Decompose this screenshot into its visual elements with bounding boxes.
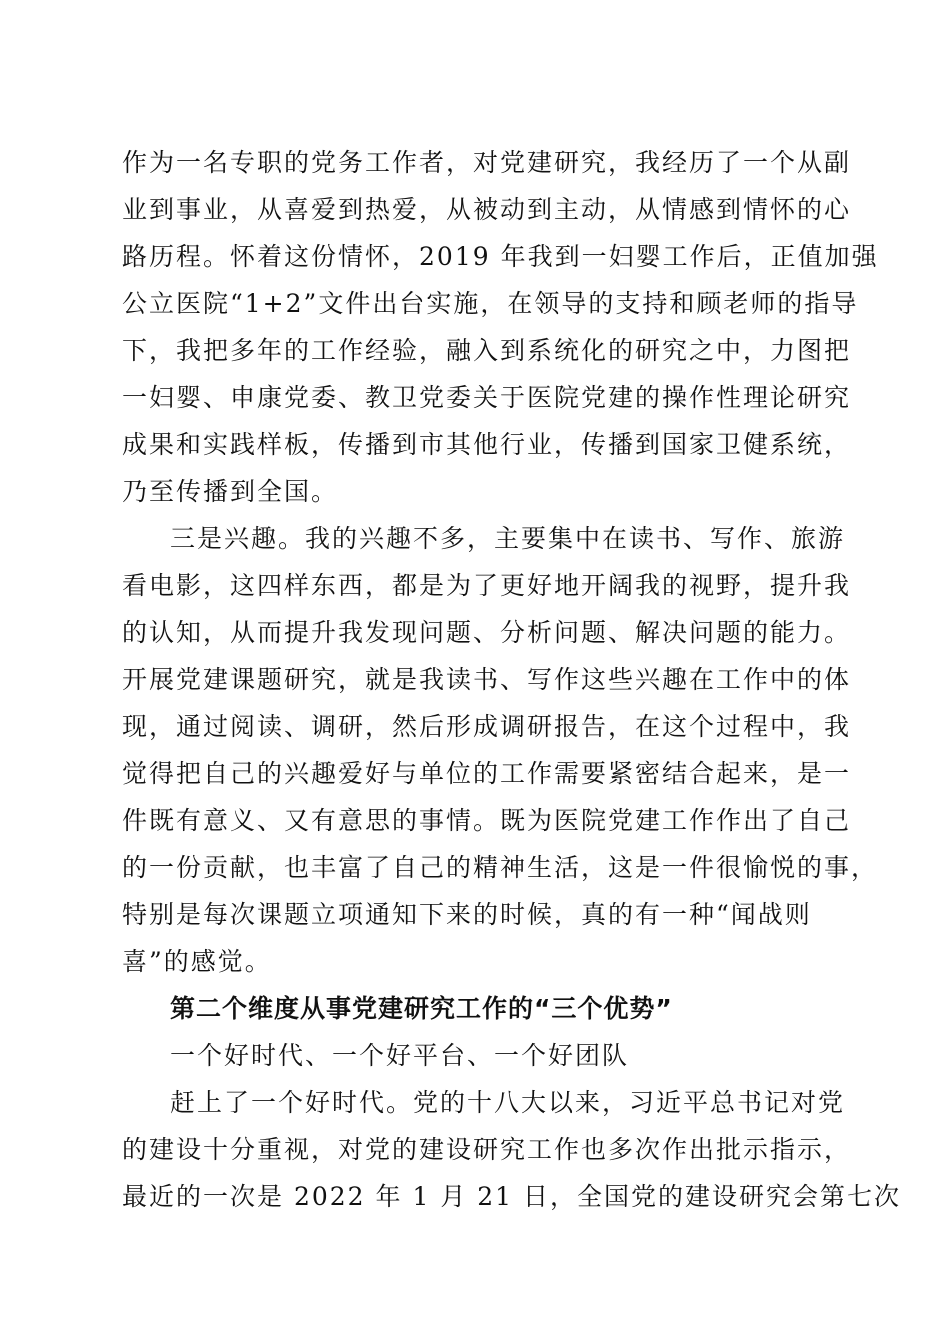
paragraph-line: 路历程。怀着这份情怀，2019 年我到一妇婴工作后，正值加强 [122,242,879,271]
paragraph-line: 成果和实践样板，传播到市其他行业，传播到国家卫健系统， [122,430,852,459]
paragraph-line: 三是兴趣。我的兴趣不多，主要集中在读书、写作、旅游 [170,524,846,553]
paragraph-line: 最近的一次是 2022 年 1 月 21 日，全国党的建设研究会第七次 [122,1182,902,1211]
paragraph-line: 开展党建课题研究，就是我读书、写作这些兴趣在工作中的体 [122,665,852,694]
section-heading: 第二个维度从事党建研究工作的“三个优势” [170,994,673,1023]
paragraph-line: 特别是每次课题立项通知下来的时候，真的有一种“闻战则 [122,900,812,929]
paragraph-line: 现，通过阅读、调研，然后形成调研报告，在这个过程中，我 [122,712,852,741]
subheading-line: 一个好时代、一个好平台、一个好团队 [170,1041,630,1070]
paragraph-line: 看电影，这四样东西，都是为了更好地开阔我的视野，提升我 [122,571,852,600]
paragraph-line: 下，我把多年的工作经验，融入到系统化的研究之中，力图把 [122,336,852,365]
paragraph-line: 的一份贡献，也丰富了自己的精神生活，这是一件很愉悦的事， [122,853,879,882]
paragraph-line: 件既有意义、又有意思的事情。既为医院党建工作作出了自己 [122,806,852,835]
paragraph-line: 喜”的感觉。 [122,947,272,976]
paragraph-line: 公立医院“1+2”文件出台实施，在领导的支持和顾老师的指导 [122,289,859,318]
paragraph-line: 的认知，从而提升我发现问题、分析问题、解决问题的能力。 [122,618,852,647]
paragraph-line: 乃至传播到全国。 [122,477,339,506]
paragraph-line: 业到事业，从喜爱到热爱，从被动到主动，从情感到情怀的心 [122,195,852,224]
paragraph-line: 一妇婴、申康党委、教卫党委关于医院党建的操作性理论研究 [122,383,852,412]
paragraph-line: 作为一名专职的党务工作者，对党建研究，我经历了一个从副 [122,148,852,177]
paragraph-line: 的建设十分重视，对党的建设研究工作也多次作出批示指示， [122,1135,852,1164]
paragraph-line: 觉得把自己的兴趣爱好与单位的工作需要紧密结合起来，是一 [122,759,852,788]
paragraph-line: 赶上了一个好时代。党的十八大以来，习近平总书记对党 [170,1088,846,1117]
